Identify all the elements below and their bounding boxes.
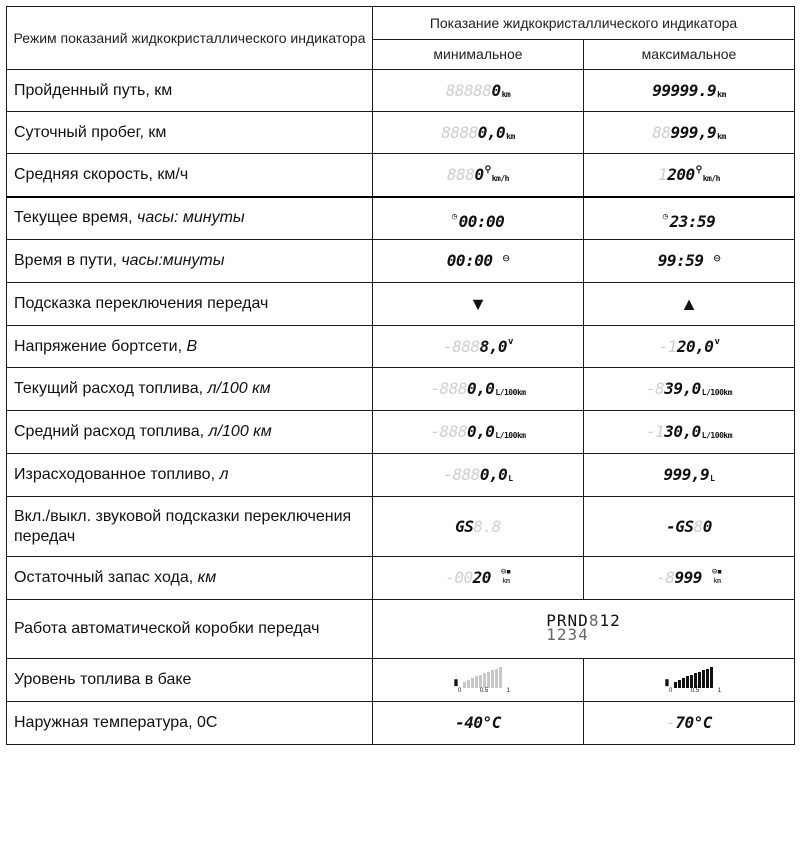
- fuel-used-max: 999,9 L: [584, 454, 795, 497]
- arrow-up-icon: ▲: [680, 293, 698, 314]
- row-label-fuel-level: Уровень топлива в баке: [7, 659, 373, 702]
- odometer-min: 88888 0 km: [373, 70, 584, 112]
- range-max: -8 999 ⊖▪ km: [584, 557, 795, 600]
- row-label-avg-speed: Средняя скорость, км/ч: [7, 154, 373, 197]
- current-fuel-min: -888 0,0 L/100km: [373, 368, 584, 411]
- clock-icon: ◷: [451, 211, 457, 222]
- travel-time-max: 99:59 ⊖: [584, 240, 795, 283]
- outside-temp-max: - 70°C: [584, 702, 795, 745]
- sound-hint-min: GS 8.8: [373, 497, 584, 557]
- row-label-range: Остаточный запас хода, км: [7, 557, 373, 600]
- voltage-max: -1 20,0 v: [584, 326, 795, 368]
- row-label-voltage: Напряжение бортсети, В: [7, 326, 373, 368]
- lcd-modes-table: [6, 6, 795, 745]
- fuel-used-min: -888 0,0 L: [373, 454, 584, 497]
- clock-min: ◷ 00:00: [373, 197, 584, 240]
- travel-time-min: 00:00 ⊖: [373, 240, 584, 283]
- row-label-trip: Суточный пробег, км: [7, 112, 373, 154]
- range-min: -00 20 ⊖▪ km: [373, 557, 584, 600]
- car-icon: ⊖: [713, 251, 721, 265]
- avg-icon: ⚲: [484, 164, 491, 175]
- trip-max: 88 999,9 km: [584, 112, 795, 154]
- row-label-sound-hint: Вкл./выкл. звуковой подсказки переключения передач: [7, 497, 373, 557]
- trip-min: 8888 0,0 km: [373, 112, 584, 154]
- odometer-max: 99999.9 km: [584, 70, 795, 112]
- car-icon: ⊖: [502, 251, 510, 265]
- avg-fuel-max: -1 30,0 L/100km: [584, 411, 795, 454]
- clock-icon: ◷: [662, 211, 668, 222]
- fuel-pump-icon: ▮: [453, 677, 459, 687]
- sound-hint-max: -GS 8 0: [584, 497, 795, 557]
- header-reading: Показание жидкокристаллического индикатора: [373, 7, 795, 40]
- arrow-down-icon: ▼: [469, 293, 487, 314]
- fuel-level-min: ▮ 0 0.5 1: [373, 659, 584, 702]
- row-label-shift-hint: Подсказка переключения передач: [7, 283, 373, 326]
- row-label-fuel-used: Израсходованное топливо, л: [7, 454, 373, 497]
- outside-temp-min: -40°C: [373, 702, 584, 745]
- row-label-current-fuel: Текущий расход топлива, л/100 км: [7, 368, 373, 411]
- shift-hint-max: [584, 283, 795, 326]
- avg-icon: ⚲: [695, 164, 702, 175]
- header-min: минимальное: [373, 40, 584, 70]
- row-label-odometer: Пройденный путь, км: [7, 70, 373, 112]
- row-label-avg-fuel: Средний расход топлива, л/100 км: [7, 411, 373, 454]
- gearbox-indicator: PRND812 1234: [373, 600, 795, 659]
- fuel-pump-icon: ▮: [664, 677, 670, 687]
- fuel-pump-icon: ⊖▪ km: [711, 567, 722, 585]
- avg-speed-min: 888 0 ⚲ km/h: [373, 154, 584, 197]
- current-fuel-max: -8 39,0 L/100km: [584, 368, 795, 411]
- row-label-outside-temp: Наружная температура, 0С: [7, 702, 373, 745]
- avg-fuel-min: -888 0,0 L/100km: [373, 411, 584, 454]
- voltage-min: -888 8,0 v: [373, 326, 584, 368]
- fuel-level-max: ▮ 0 0.5 1: [584, 659, 795, 702]
- header-max: максимальное: [584, 40, 795, 70]
- row-label-clock: Текущее время, часы: минуты: [7, 197, 373, 240]
- clock-max: ◷ 23:59: [584, 197, 795, 240]
- shift-hint-min: [373, 283, 584, 326]
- row-label-gearbox: Работа автоматической коробки передач: [7, 600, 373, 659]
- row-label-travel-time: Время в пути, часы:минуты: [7, 240, 373, 283]
- avg-speed-max: 1 200 ⚲ km/h: [584, 154, 795, 197]
- fuel-pump-icon: ⊖▪ km: [500, 567, 511, 585]
- header-mode: Режим показаний жидкокристаллического индикатора: [7, 7, 373, 70]
